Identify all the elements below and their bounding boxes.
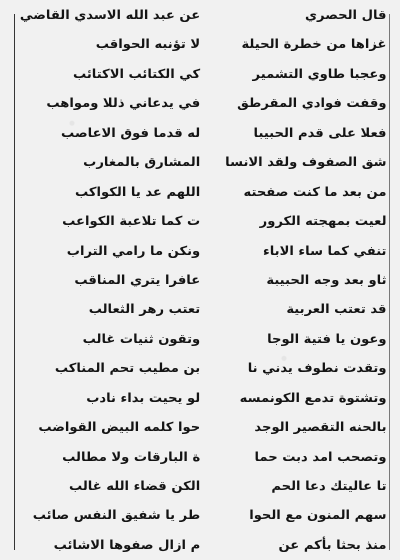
verse-line — [22, 240, 387, 262]
verse-right-hemistich: وعون يا فتية الوجا — [267, 330, 387, 346]
verse-right-hemistich: قد تعتب العربية — [286, 301, 387, 317]
verse-left-hemistich: له قدما فوق الاعاصب — [61, 124, 201, 140]
verse-left-hemistich: م ازال صفوها الاشائب — [53, 536, 201, 552]
verse-line — [22, 122, 387, 144]
verse-left-hemistich: لو يحيت بداء نادب — [86, 389, 201, 405]
verse-right-hemistich: من بعد ما كنت صفحته — [243, 183, 387, 199]
verse-right-hemistich: وتصحب امد دبت حما — [254, 448, 387, 464]
verse-line — [22, 151, 387, 173]
verse-left-hemistich: تعتب رهر الثعالب — [88, 301, 201, 317]
verse-line — [22, 446, 387, 468]
verse-right-hemistich: تنفي كما ساء الاباء — [263, 242, 387, 258]
verse-left-hemistich: حوا كلمه البيض القواضب — [38, 419, 201, 435]
right-margin-rule — [389, 14, 390, 550]
verse-left-hemistich: ونكن ما رامي التراب — [66, 242, 201, 258]
verse-left-hemistich: ت كما تلاعبة الكواعب — [62, 213, 201, 229]
verse-left-hemistich: عافرا يتري المناقب — [74, 271, 201, 287]
verse-left-hemistich: كي الكتائب الاكتائب — [72, 65, 201, 81]
verse-line — [22, 181, 387, 203]
verse-left-hemistich: عن عبد الله الاسدي القاضي — [19, 7, 201, 22]
verse-line — [22, 504, 387, 526]
verse-line — [22, 416, 387, 438]
verse-right-hemistich: غزاها من خطرة الحيلة — [241, 36, 387, 52]
left-margin-rule — [14, 14, 15, 550]
verse-left-hemistich: بن مطيب تحم المناكب — [54, 360, 201, 376]
verse-line — [22, 328, 387, 350]
verse-line — [22, 298, 387, 320]
verse-line — [22, 387, 387, 409]
verse-left-hemistich: لا تؤنبه الحواقب — [95, 36, 201, 52]
verse-right-hemistich: تا عاليتك دعا الحم — [271, 478, 387, 493]
verse-right-hemistich: وتشتوة تدمع الكونمسه — [239, 389, 387, 405]
verse-right-hemistich: لعيت بمهجته الكرور — [259, 213, 387, 229]
verse-right-hemistich: منذ بحثا بأكم عن — [278, 536, 387, 552]
verse-line — [22, 269, 387, 291]
verse-right-hemistich: شق الصفوف ولقد الانسا — [225, 154, 387, 170]
verse-right-hemistich: فعلا على قدم الحبيبا — [253, 124, 387, 140]
verse-line — [22, 33, 387, 55]
verse-left-hemistich: طر يا شفيق النفس صائب — [32, 507, 201, 523]
verse-left-hemistich: ة البارقات ولا مطالب — [62, 448, 201, 464]
verse-line — [22, 534, 387, 556]
verse-right-hemistich: بالحنه التقصير الوجد — [254, 419, 387, 435]
verse-right-hemistich: سهم المنون مع الحوا — [249, 507, 387, 523]
verse-right-hemistich: وتقدت نطوف يدني نا — [247, 360, 387, 376]
verse-line — [22, 92, 387, 114]
verse-left-hemistich: المشارق بالمغارب — [83, 154, 201, 170]
verse-right-hemistich: ثاو بعد وجه الحبيبة — [266, 271, 387, 287]
verse-line — [22, 357, 387, 379]
verse-left-hemistich: وتقون ثنيات غالب — [82, 330, 201, 346]
verse-right-hemistich: قال الحصري — [304, 7, 387, 22]
verse-right-hemistich: وقفت فوادي المقرطق — [237, 95, 387, 111]
verse-line — [22, 475, 387, 497]
poem-body — [19, 4, 387, 556]
verse-left-hemistich: اللهم عد يا الكواكب — [75, 183, 201, 199]
verse-line — [22, 63, 387, 85]
verse-left-hemistich: في يدعاني ذللا ومواهب — [46, 95, 201, 111]
verse-right-hemistich: وعجبا طاوي التشمير — [252, 65, 387, 81]
verse-left-hemistich: الكن قضاء الله غالب — [68, 478, 201, 493]
verse-line — [22, 210, 387, 232]
verse-line — [19, 4, 387, 26]
